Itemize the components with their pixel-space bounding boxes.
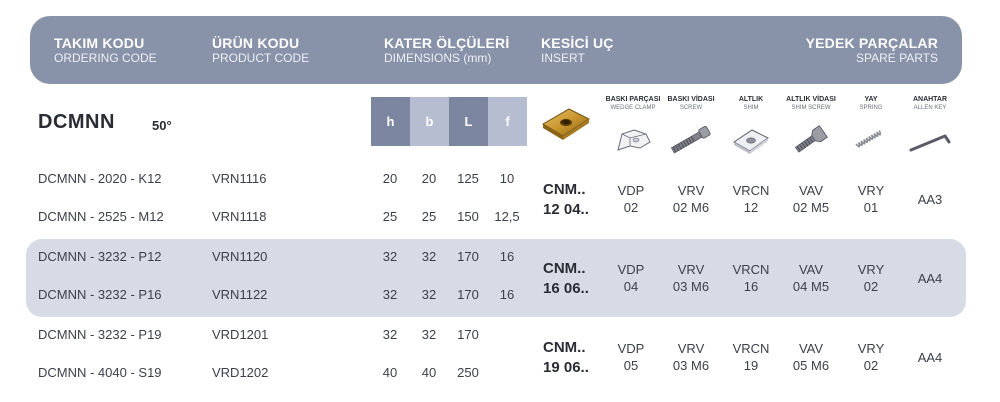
group-part-screw — [658, 261, 724, 295]
row-dimension-f: 10 — [499, 171, 515, 186]
header-ordering-code: TAKIM KODU ORDERING CODE — [54, 35, 157, 65]
row-dimension-f: 16 — [499, 249, 515, 264]
row-dimension-h: 32 — [382, 249, 398, 264]
group-part-spring — [838, 182, 904, 216]
group-part-allen-key: AA4 — [917, 350, 943, 365]
row-product-code: VRN1116 — [212, 171, 267, 186]
row-product-code: VRN1120 — [212, 249, 268, 264]
row-ordering-code: DCMNN - 2020 - K12 — [38, 171, 162, 186]
row-dimension-b: 40 — [421, 365, 437, 380]
table-header — [30, 16, 962, 84]
group-part-allen-key: AA3 — [917, 192, 943, 207]
group-insert-code — [543, 338, 589, 378]
rhombic-insert-icon — [541, 103, 591, 143]
dimension-b-label: b — [410, 97, 449, 146]
row-dimension-b: 32 — [421, 327, 437, 342]
allen-key-icon — [897, 124, 963, 156]
row-ordering-code: DCMNN - 3232 - P12 — [38, 249, 162, 264]
part-code-line2: 01 — [863, 200, 879, 215]
spare-part-header-screw: BASKI VİDASI SCREW — [667, 96, 715, 111]
part-code-line1: VDP — [617, 341, 645, 356]
header-insert: KESİCİ UÇ INSERT — [541, 35, 614, 65]
group-part-spring — [838, 340, 904, 374]
dimension-f-label: f — [488, 97, 527, 146]
wedge-clamp-icon — [600, 124, 666, 156]
dimension-h-label: h — [371, 97, 410, 146]
part-code-line2: 05 M6 — [792, 358, 830, 373]
row-ordering-code: DCMNN - 2525 - M12 — [38, 209, 164, 224]
row-dimension-f: 16 — [499, 287, 515, 302]
row-dimension-l: 250 — [457, 365, 479, 380]
group-part-shim-screw — [778, 182, 844, 216]
group-part-clamp — [598, 261, 664, 295]
part-code-line1: VRY — [857, 341, 885, 356]
part-code-line1: VAV — [798, 341, 824, 356]
group-part-shim — [718, 182, 784, 216]
row-dimension-b: 25 — [421, 209, 437, 224]
part-code-line2: 19 — [743, 358, 759, 373]
part-code-line2: 02 — [863, 358, 879, 373]
part-code-line1: VRV — [677, 341, 705, 356]
row-product-code: VRD1202 — [212, 365, 269, 380]
group-part-shim-screw — [778, 261, 844, 295]
part-code-line2: 02 M6 — [672, 200, 710, 215]
row-dimension-h: 40 — [382, 365, 398, 380]
group-part-shim-screw — [778, 340, 844, 374]
shim-icon — [718, 124, 784, 156]
spare-part-header-key: ANAHTAR ALLEN KEY — [912, 96, 948, 111]
part-code-line1: VRCN — [732, 183, 770, 198]
row-dimension-l: 170 — [457, 287, 479, 302]
group-part-clamp — [598, 340, 664, 374]
row-dimension-b: 32 — [421, 287, 437, 302]
row-product-code: VRD1201 — [212, 327, 269, 342]
part-code-line1: VRY — [857, 183, 885, 198]
part-code-line1: VAV — [798, 262, 824, 277]
row-dimension-h: 32 — [382, 287, 398, 302]
part-code-line2: 16 — [743, 279, 759, 294]
part-code-line2: 02 — [863, 279, 879, 294]
group-part-spring — [838, 261, 904, 295]
row-ordering-code: DCMNN - 3232 - P19 — [38, 327, 162, 342]
insert-code-line1: CNM.. — [543, 181, 586, 198]
header-dimensions: KATER ÖLÇÜLERİ DIMENSIONS (mm) — [384, 35, 510, 65]
part-code-line1: VRY — [857, 262, 885, 277]
row-dimension-h: 25 — [382, 209, 398, 224]
part-code-line2: 02 M5 — [792, 200, 830, 215]
part-code-line1: VDP — [617, 183, 645, 198]
screw-icon — [658, 124, 724, 156]
group-part-shim — [718, 340, 784, 374]
product-name: DCMNN — [38, 111, 115, 133]
part-code-line1: VAV — [798, 183, 824, 198]
row-dimension-f: 12,5 — [494, 209, 520, 224]
group-part-screw — [658, 182, 724, 216]
row-product-code: VRN1118 — [212, 209, 267, 224]
row-dimension-b: 32 — [421, 249, 437, 264]
group-part-shim — [718, 261, 784, 295]
row-dimension-l: 170 — [457, 327, 479, 342]
part-code-line2: 02 — [623, 200, 639, 215]
spare-part-header-spring: YAY SPRING — [859, 96, 883, 111]
group-part-allen-key: AA4 — [917, 271, 943, 286]
part-code-line2: 05 — [623, 358, 639, 373]
spare-part-header-clamp: BASKI PARÇASI WEDGE CLAMP — [605, 96, 661, 111]
row-ordering-code: DCMNN - 3232 - P16 — [38, 287, 162, 302]
row-dimension-h: 32 — [382, 327, 398, 342]
header-product-code: ÜRÜN KODU PRODUCT CODE — [212, 35, 310, 65]
spare-part-header-shim-screw: ALTLIK VİDASI SHIM SCREW — [786, 96, 836, 111]
row-product-code: VRN1122 — [212, 287, 268, 302]
spring-icon — [838, 124, 904, 156]
insert-code-line2: 19 06.. — [543, 359, 589, 376]
product-angle: 50° — [152, 118, 172, 133]
part-code-line2: 04 — [623, 279, 639, 294]
header-spare-parts: YEDEK PARÇALAR SPARE PARTS — [805, 35, 938, 65]
insert-code-line1: CNM.. — [543, 339, 586, 356]
spare-part-header-shim: ALTLIK SHIM — [738, 96, 764, 111]
insert-code-line2: 16 06.. — [543, 280, 589, 297]
part-code-line1: VDP — [617, 262, 645, 277]
row-dimension-h: 20 — [382, 171, 398, 186]
part-code-line2: 04 M5 — [792, 279, 830, 294]
row-dimension-l: 150 — [457, 209, 479, 224]
row-dimension-l: 170 — [457, 249, 479, 264]
row-ordering-code: DCMNN - 4040 - S19 — [38, 365, 162, 380]
insert-code-line1: CNM.. — [543, 260, 586, 277]
group-insert-code — [543, 259, 589, 299]
group-insert-code — [543, 180, 589, 220]
part-code-line2: 03 M6 — [672, 279, 710, 294]
group-part-screw — [658, 340, 724, 374]
part-code-line2: 12 — [743, 200, 759, 215]
part-code-line2: 03 M6 — [672, 358, 710, 373]
part-code-line1: VRCN — [732, 341, 770, 356]
part-code-line1: VRV — [677, 262, 705, 277]
group-part-clamp — [598, 182, 664, 216]
shim-screw-icon — [778, 124, 844, 156]
insert-code-line2: 12 04.. — [543, 201, 589, 218]
part-code-line1: VRV — [677, 183, 705, 198]
row-dimension-l: 125 — [457, 171, 479, 186]
dimension-l-label: L — [449, 97, 488, 146]
part-code-line1: VRCN — [732, 262, 770, 277]
row-dimension-b: 20 — [421, 171, 437, 186]
